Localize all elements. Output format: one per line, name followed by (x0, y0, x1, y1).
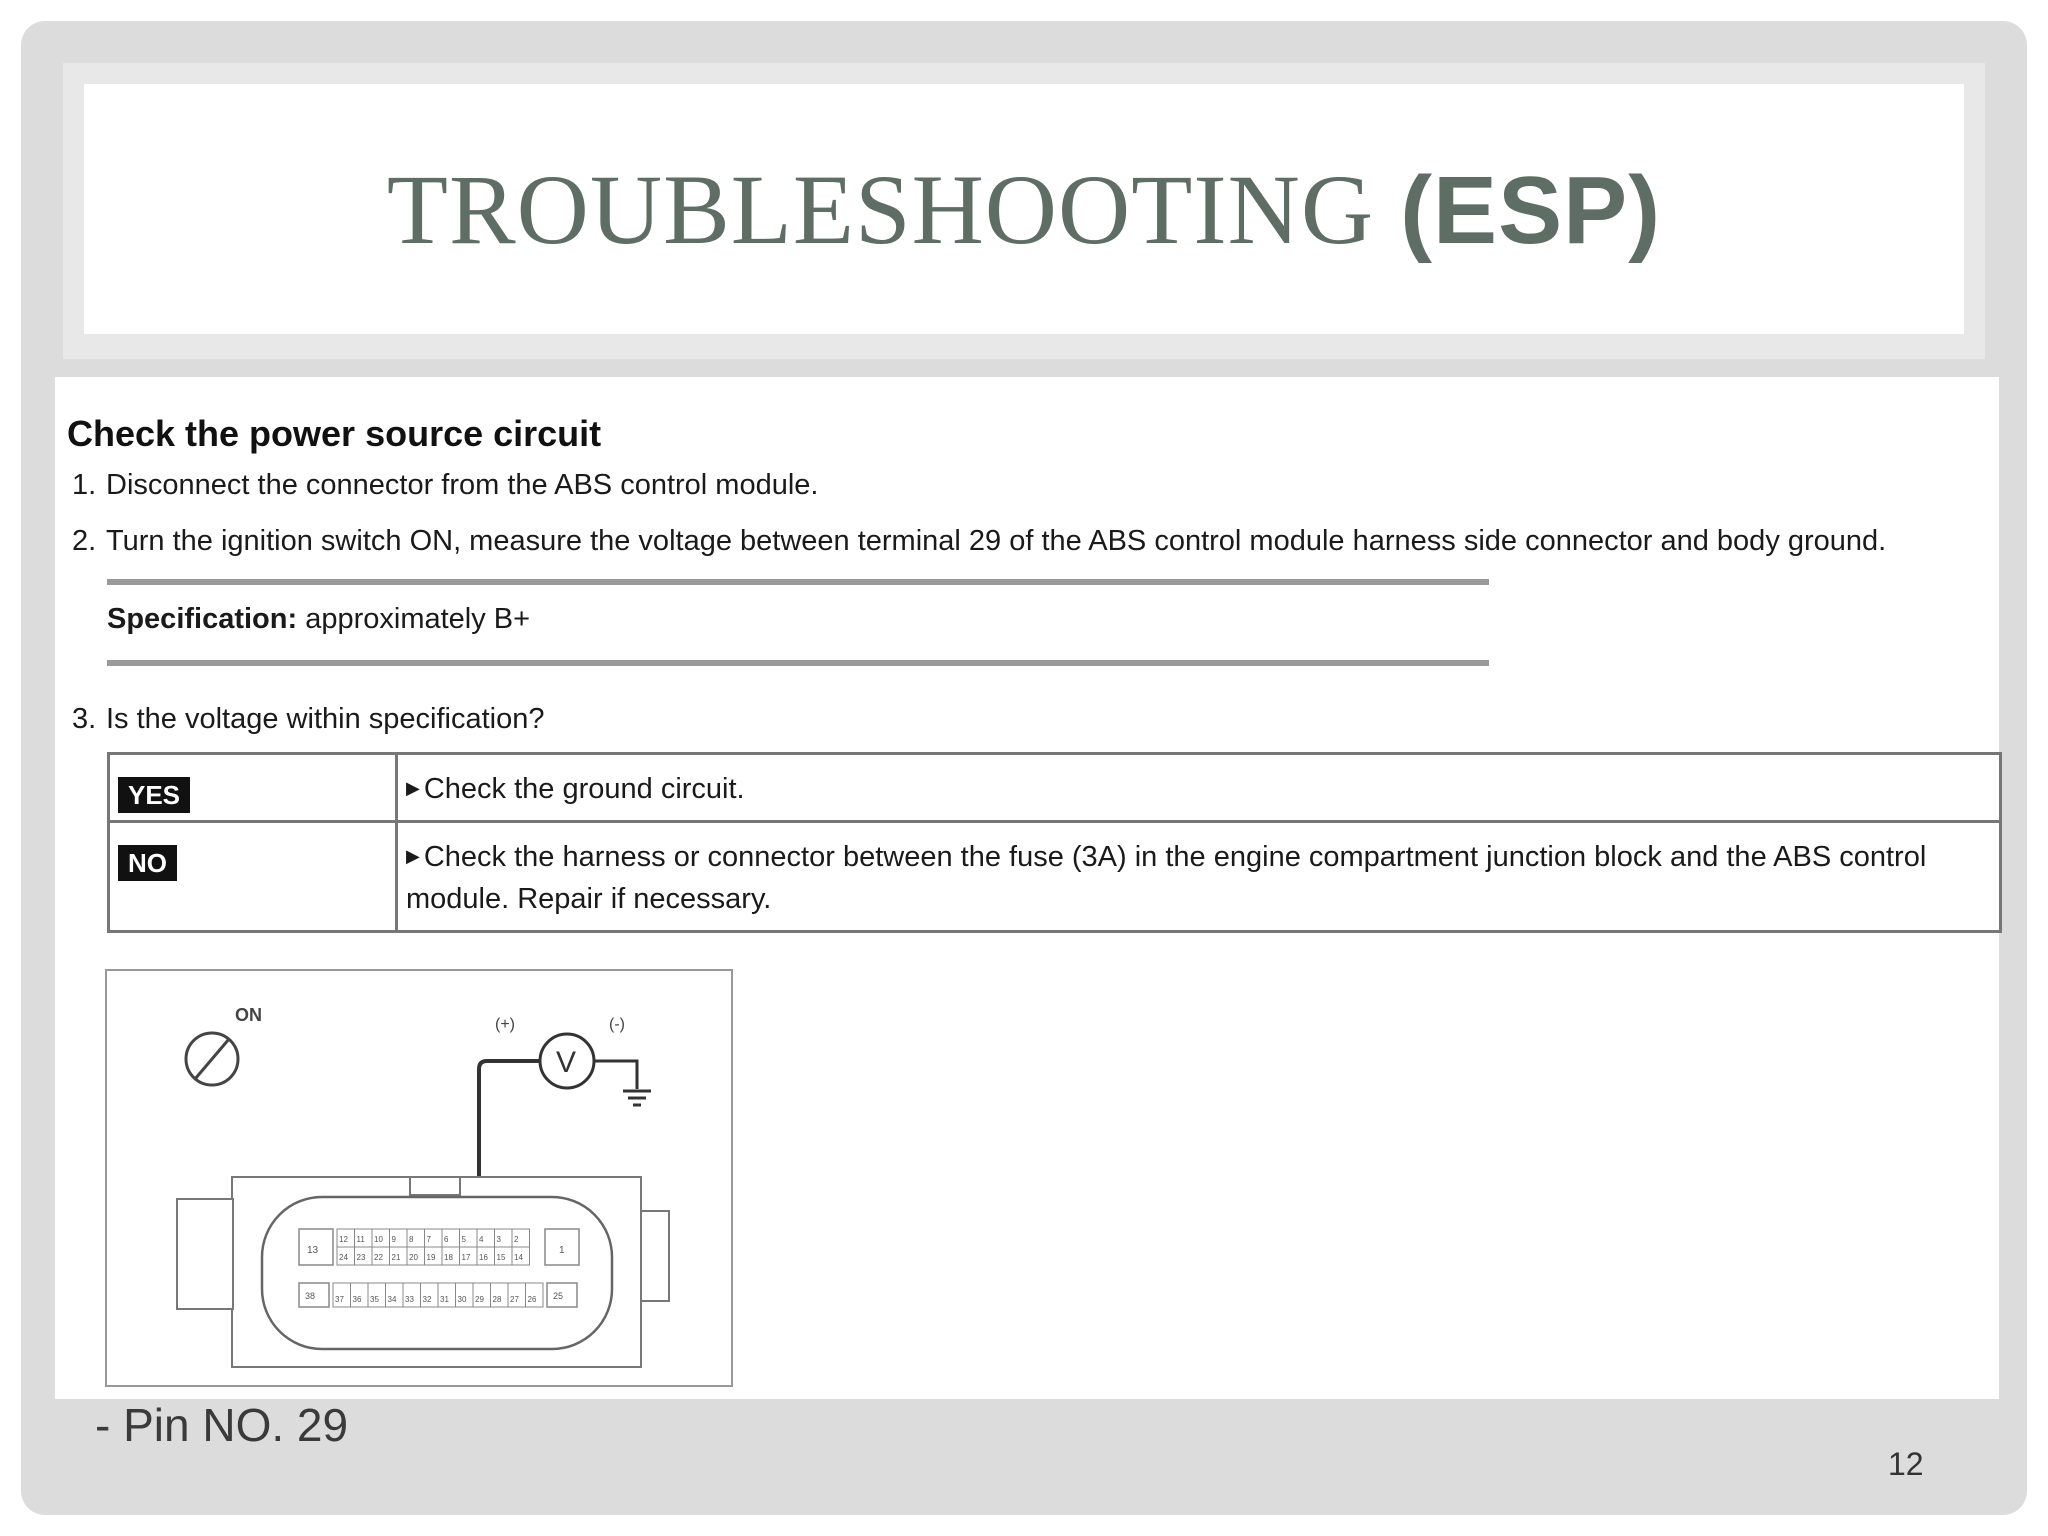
pin-label: 18 (444, 1253, 453, 1262)
spec-label: Specification: (107, 603, 298, 635)
pin-label: 15 (496, 1253, 506, 1262)
page-number: 12 (1888, 1446, 1924, 1482)
ignition-label: ON (235, 1005, 262, 1025)
pin-label: 27 (510, 1295, 519, 1304)
pin-label: 3 (496, 1235, 501, 1244)
ignition-switch-slash (195, 1039, 229, 1079)
title-main: TROUBLESHOOTING (386, 153, 1375, 265)
pin-label: 30 (457, 1295, 467, 1304)
pin-label: 24 (339, 1253, 348, 1262)
pin-label: 35 (370, 1295, 379, 1304)
step-text: Turn the ignition switch ON, measure the voltage between terminal 29 of the ABS control module harness side connector and body ground. (106, 525, 1887, 557)
pin-label: 8 (409, 1235, 414, 1244)
slide-title (387, 152, 1661, 267)
step-1 (72, 469, 818, 502)
pin-label: 7 (426, 1235, 431, 1244)
plus-label: (+) (495, 1016, 515, 1033)
connector-key (410, 1177, 460, 1195)
pin-label: 20 (409, 1253, 418, 1262)
pin-label: 6 (444, 1235, 449, 1244)
pin-label: 22 (374, 1253, 383, 1262)
pin-label: 11 (356, 1235, 365, 1244)
connector-diagram (105, 969, 733, 1387)
minus-label: (-) (609, 1016, 625, 1033)
decision-table (107, 752, 2002, 933)
pin-label: 31 (440, 1295, 449, 1304)
key-cell (109, 754, 397, 822)
pin-label: 10 (374, 1235, 383, 1244)
step-3 (72, 703, 544, 736)
connector-face (262, 1197, 612, 1349)
triangle-bullet-icon: ▶ (406, 778, 420, 798)
action-cell (397, 822, 2001, 932)
pin-label: 36 (352, 1295, 362, 1304)
pin-label: 33 (405, 1295, 414, 1304)
pin-label: 23 (356, 1253, 366, 1262)
no-badge: NO (118, 845, 177, 881)
key-cell (109, 822, 397, 932)
step-text: Is the voltage within specification? (106, 703, 545, 735)
ground-icon (623, 1091, 651, 1105)
pin-label: 28 (492, 1295, 502, 1304)
pin-label: 1 (559, 1245, 565, 1256)
voltmeter-label: V (556, 1046, 577, 1079)
section-heading: Check the power source circuit (67, 413, 602, 454)
content-image (55, 377, 1999, 1399)
pin-label: 12 (339, 1235, 348, 1244)
yes-badge: YES (118, 777, 190, 813)
step-number: 1. (72, 469, 97, 501)
connector-latch-left (177, 1199, 233, 1309)
triangle-bullet-icon: ▶ (406, 846, 420, 866)
pin-label: 34 (387, 1295, 397, 1304)
pin-label: 37 (335, 1295, 344, 1304)
step-number: 2. (72, 525, 97, 557)
pin-label: 5 (461, 1235, 466, 1244)
pin-label: 14 (514, 1253, 523, 1262)
action-text: Check the ground circuit. (423, 773, 745, 805)
pin-label: 4 (479, 1235, 484, 1244)
pin-label: 21 (391, 1253, 401, 1262)
table-row (109, 822, 2001, 932)
pin-caption: - Pin NO. 29 (95, 1399, 349, 1451)
step-number: 3. (72, 703, 97, 735)
bottom-pin-row (333, 1283, 543, 1307)
pin-label: 25 (553, 1291, 564, 1301)
pin-label: 9 (391, 1235, 396, 1244)
step-text: Disconnect the connector from the ABS control module. (106, 469, 819, 501)
step-2 (72, 525, 1886, 558)
pin-label: 17 (461, 1253, 471, 1262)
connector-diagram-svg (107, 971, 731, 1385)
table-row (109, 754, 2001, 822)
spec-value: approximately B+ (297, 603, 531, 635)
ground-wire (594, 1061, 637, 1089)
action-text: Check the harness or connector between the fuse (3A) in the engine compartment junction block and the ABS control module. Repair if necessary. (406, 841, 1927, 915)
title-panel (84, 84, 1964, 334)
connector-latch-right (641, 1211, 669, 1301)
pin-label: 16 (479, 1253, 488, 1262)
top-pin-row (337, 1229, 530, 1265)
action-cell (397, 754, 2001, 822)
spec-rule-top (107, 579, 1489, 585)
title-strong: (ESP) (1400, 156, 1662, 264)
pin-label: 2 (514, 1235, 519, 1244)
pin-label: 19 (426, 1253, 436, 1262)
pin-label: 32 (422, 1295, 432, 1304)
pin-label: 29 (475, 1295, 484, 1304)
pin-label: 13 (307, 1245, 319, 1256)
pin-label: 26 (527, 1295, 537, 1304)
specification (107, 603, 530, 636)
pin-label: 38 (305, 1291, 316, 1301)
spec-rule-bottom (107, 660, 1489, 666)
